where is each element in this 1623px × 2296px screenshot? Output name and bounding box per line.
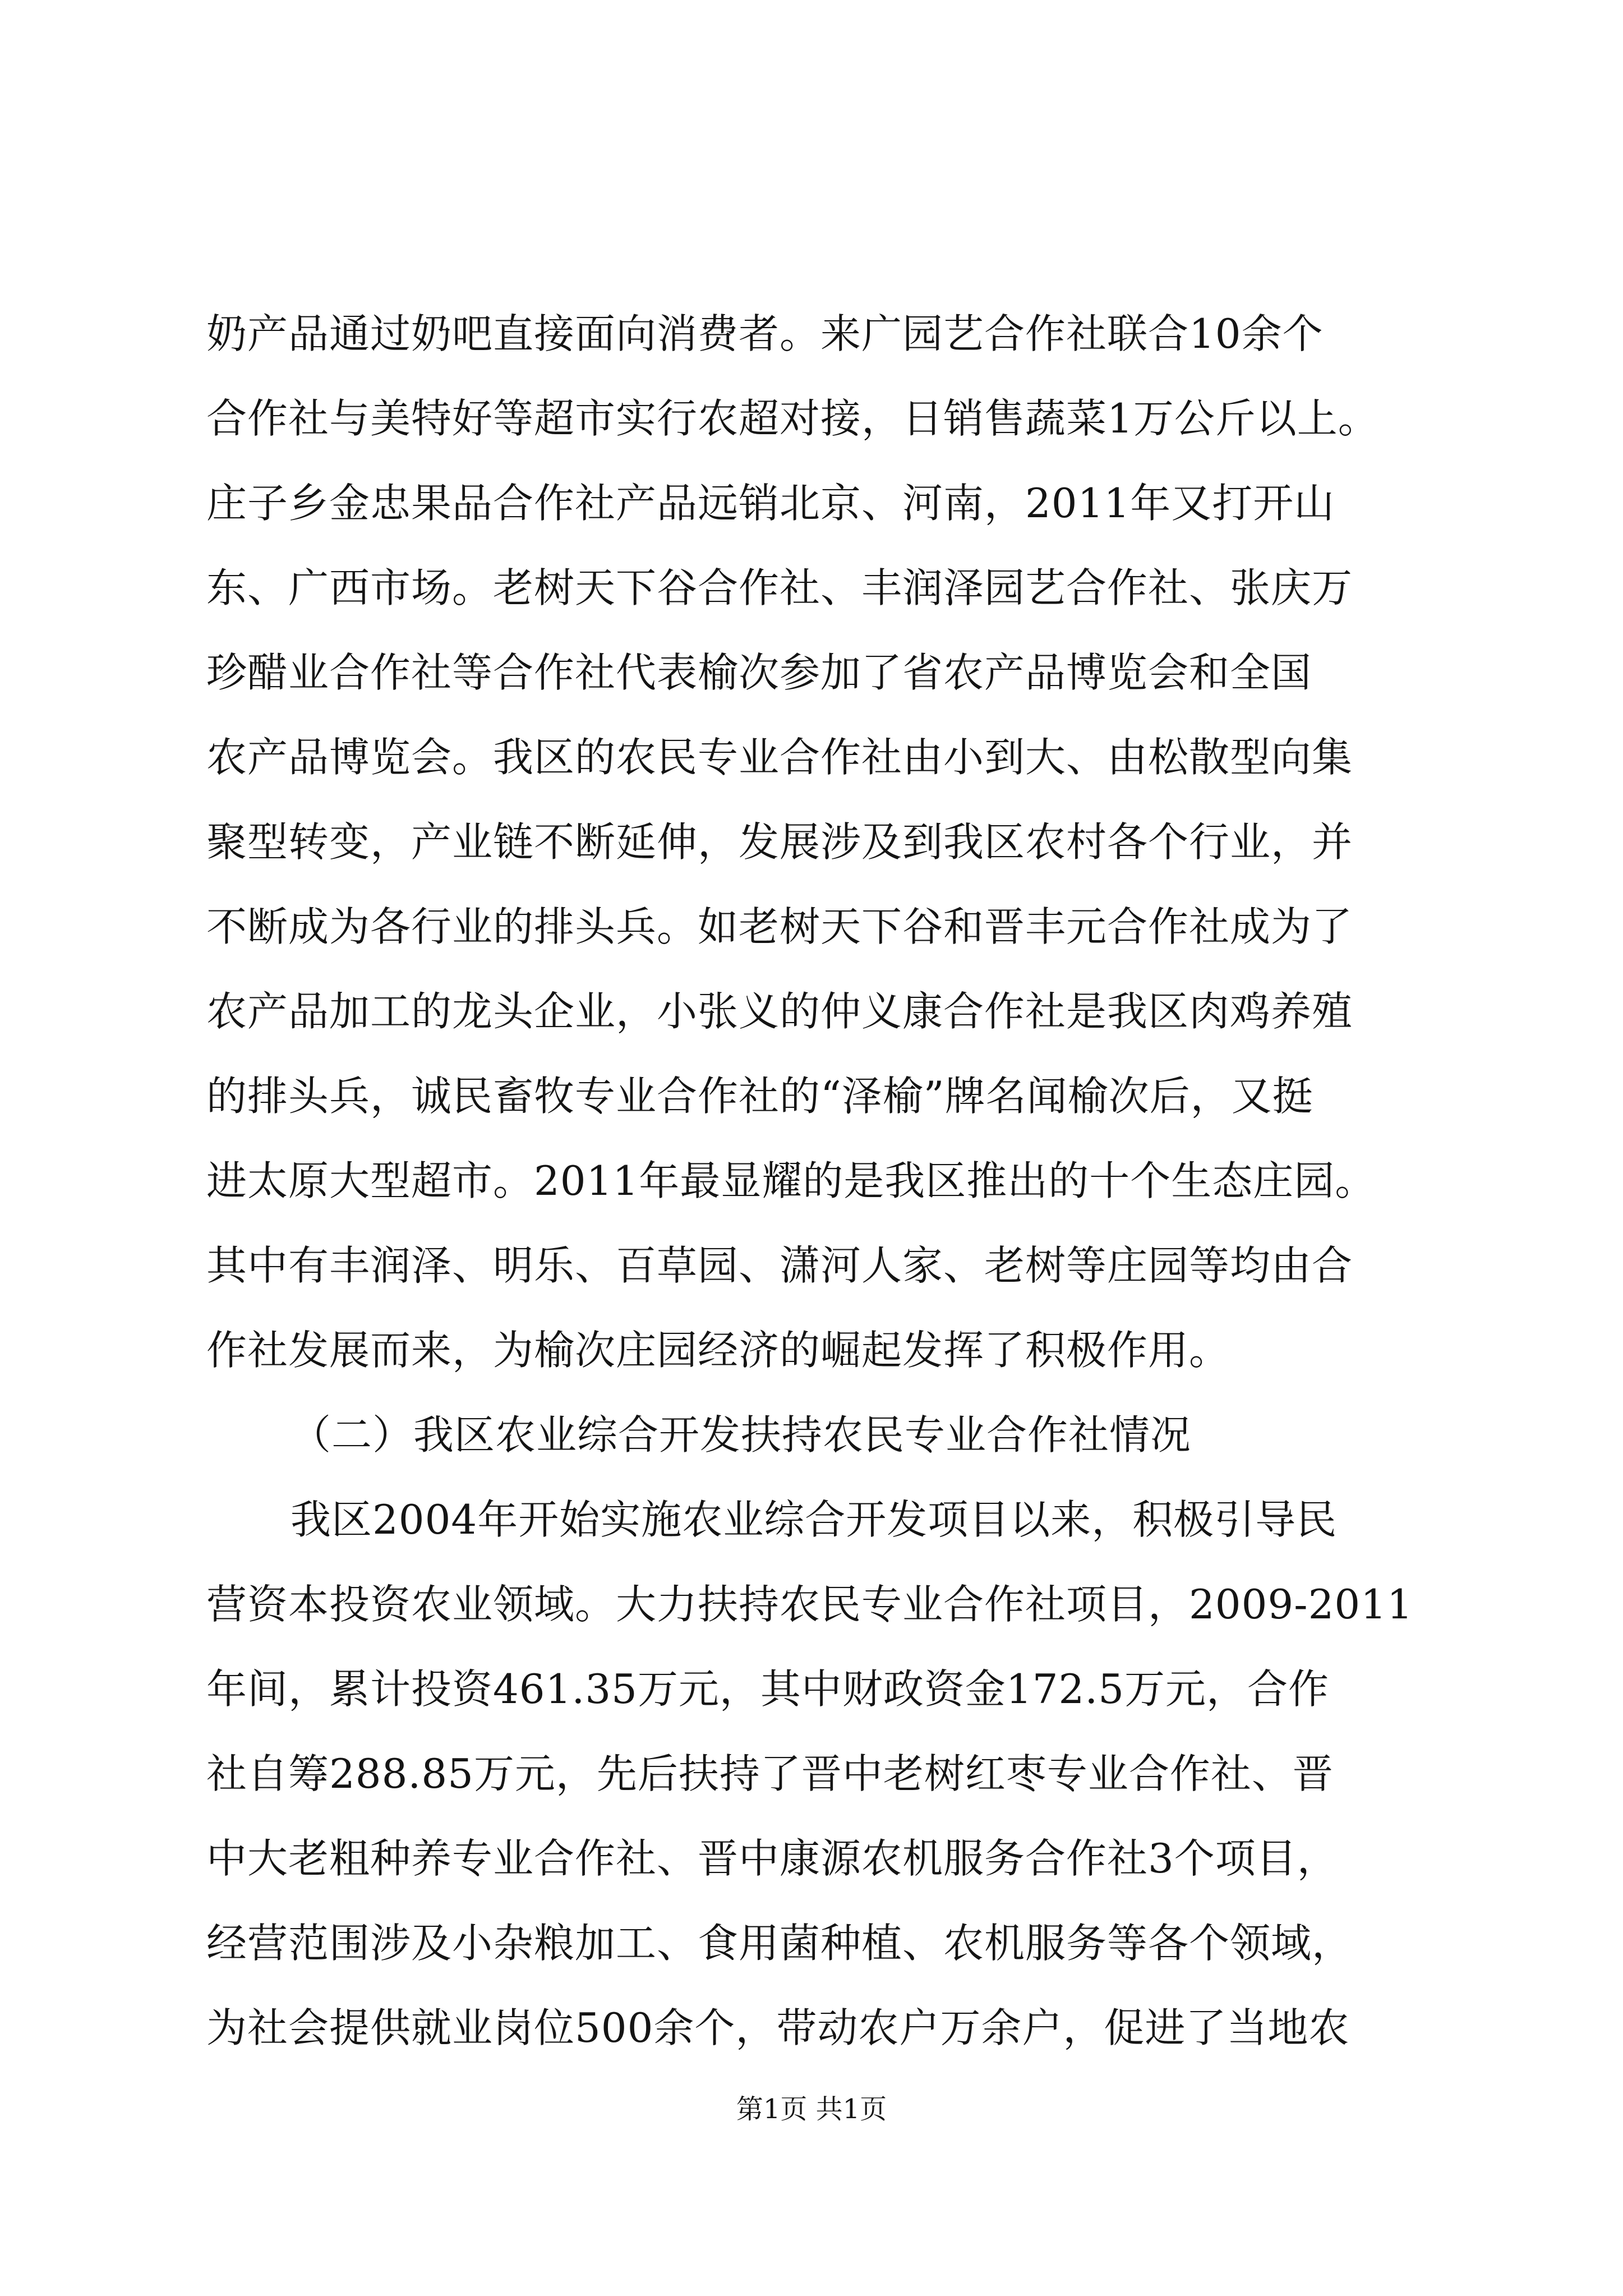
text-line: 不断成为各行业的排头兵。如老树天下谷和晋丰元合作社成为了	[206, 903, 1353, 950]
text-line: 聚型转变，产业链不断延伸，发展涉及到我区农村各个行业，并	[206, 818, 1353, 866]
text-line: 经营范围涉及小杂粮加工、食用菌种植、农机服务等各个领域，	[206, 1920, 1353, 1967]
text-line: 其中有丰润泽、明乐、百草园、潇河人家、老树等庄园等均由合	[206, 1242, 1353, 1289]
text-line: 农产品博览会。我区的农民专业合作社由小到大、由松散型向集	[206, 734, 1353, 781]
text-line: 进太原大型超市。2011年最显耀的是我区推出的十个生态庄园。	[206, 1157, 1376, 1204]
text-line: 的排头兵，诚民畜牧专业合作社的“泽榆”牌名闻榆次后，又挺	[206, 1073, 1313, 1120]
text-line: 年间，累计投资461.35万元，其中财政资金172.5万元，合作	[206, 1665, 1330, 1713]
text-line: 东、广西市场。老树天下谷合作社、丰润泽园艺合作社、张庆万	[206, 564, 1353, 611]
text-line: 作社发展而来，为榆次庄园经济的崛起发挥了积极作用。	[206, 1327, 1230, 1374]
text-line: 合作社与美特好等超市实行农超对接，日销售蔬菜1万公斤以上。	[206, 395, 1379, 442]
text-line: 庄子乡金忠果品合作社产品远销北京、河南，2011年又打开山	[206, 480, 1335, 527]
text-line: 我区2004年开始实施农业综合开发项目以来，积极引导民	[291, 1496, 1338, 1543]
page-footer: 第1页 共1页	[736, 2093, 887, 2125]
text-line: 珍醋业合作社等合作社代表榆次参加了省农产品博览会和全国	[206, 649, 1312, 696]
text-line: 农产品加工的龙头企业，小张义的仲义康合作社是我区肉鸡养殖	[206, 988, 1353, 1035]
text-line: 奶产品通过奶吧直接面向消费者。来广园艺合作社联合10余个	[206, 310, 1324, 357]
text-line: 营资本投资农业领域。大力扶持农民专业合作社项目，2009-2011	[206, 1581, 1413, 1628]
text-line: 社自筹288.85万元，先后扶持了晋中老树红枣专业合作社、晋	[206, 1750, 1334, 1797]
text-line: 为社会提供就业岗位500余个，带动农户万余户，促进了当地农	[206, 2004, 1350, 2051]
section-heading: （二）我区农业综合开发扶持农民专业合作社情况	[291, 1411, 1192, 1458]
text-line: 中大老粗种养专业合作社、晋中康源农机服务合作社3个项目，	[206, 1835, 1338, 1882]
body-text	[206, 292, 1485, 2070]
